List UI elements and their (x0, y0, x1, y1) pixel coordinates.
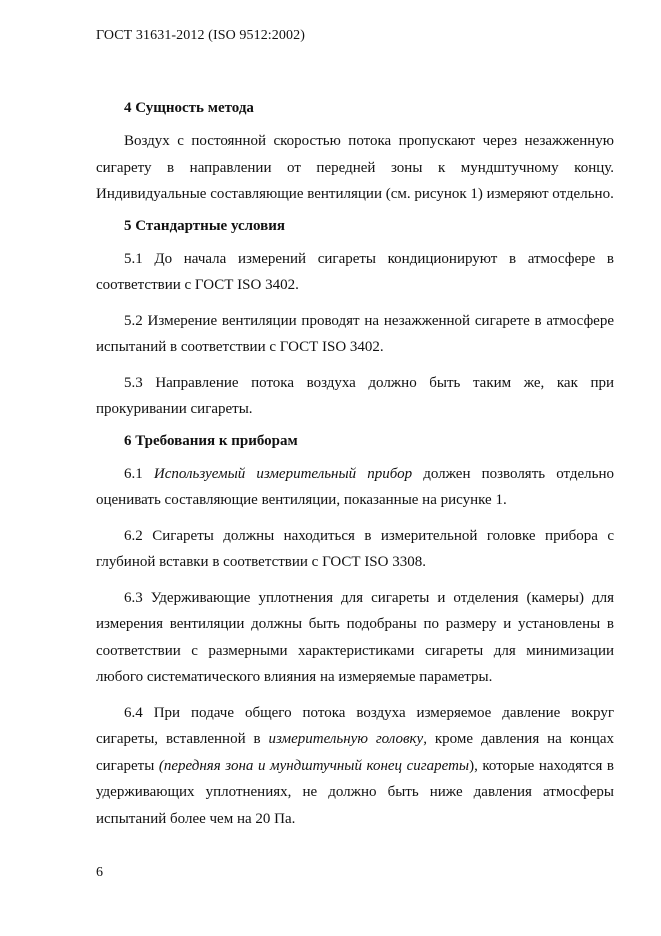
section-4-title: 4 Сущность метода (124, 100, 254, 116)
p64-e: ), которые находятся в удерживающих уплотнениях, не должно быть ниже давления атмосферы испытаний более чем на 20 Па. (96, 757, 614, 827)
paragraph-6-1 (96, 461, 614, 514)
page-number: 6 (96, 865, 103, 880)
p61-num: 6.1 (124, 465, 154, 482)
section-6-title: 6 Требования к приборам (124, 432, 298, 449)
p64-c: , кроме давления на концах сигареты (96, 731, 614, 774)
paragraph-5-1: 5.1 До начала измерений сигареты кондиционируют в атмосфере в соответствии с ГОСТ ISO 3402. (96, 250, 614, 293)
paragraph-6-2: 6.2 Сигареты должны находиться в измерительной головке прибора с глубиной вставки в соответствии с ГОСТ ISO 3308. (96, 527, 614, 570)
paragraph-5-3: 5.3 Направление потока воздуха должно быть таким же, как при прокуривании сигареты. (96, 374, 614, 417)
p61-italic: Используемый измерительный прибор (153, 465, 413, 482)
p64-a: 6.4 При подаче общего потока воздуха измеряемое давление вокруг сигареты, вставленной в (96, 704, 614, 747)
p64-b: измерительную головку (268, 731, 424, 747)
section-5-title: 5 Стандартные условия (124, 217, 286, 234)
document-body (96, 92, 614, 832)
document-header: ГОСТ 31631-2012 (ISO 9512:2002) (96, 28, 305, 43)
p61-rest: должен позволять отдельно оценивать составляющие вентиляции, показанные на рисунке 1. (96, 465, 615, 508)
paragraph-6-4 (96, 700, 614, 833)
paragraph-5-2: 5.2 Измерение вентиляции проводят на незажженной сигарете в атмосфере испытаний в соответствии с ГОСТ ISO 3402. (96, 312, 614, 355)
p64-d: (передняя зона и мундштучный конец сигареты (158, 757, 470, 774)
paragraph-6-3: 6.3 Удерживающие уплотнения для сигареты и отделения (камеры) для измерения вентиляции должны быть подобраны по размеру и установлены в соответствии с размерными характеристиками сигареты для минимизации любого систематического влияния на измеряемые параметры. (96, 589, 614, 685)
paragraph-4: Воздух с постоянной скоростью потока пропускают через незажженную сигарету в направлении от передней зоны к мундштучному концу. Индивидуальные составляющие вентиляции (см. рисунок 1) измеряют отдельно. (96, 133, 614, 202)
